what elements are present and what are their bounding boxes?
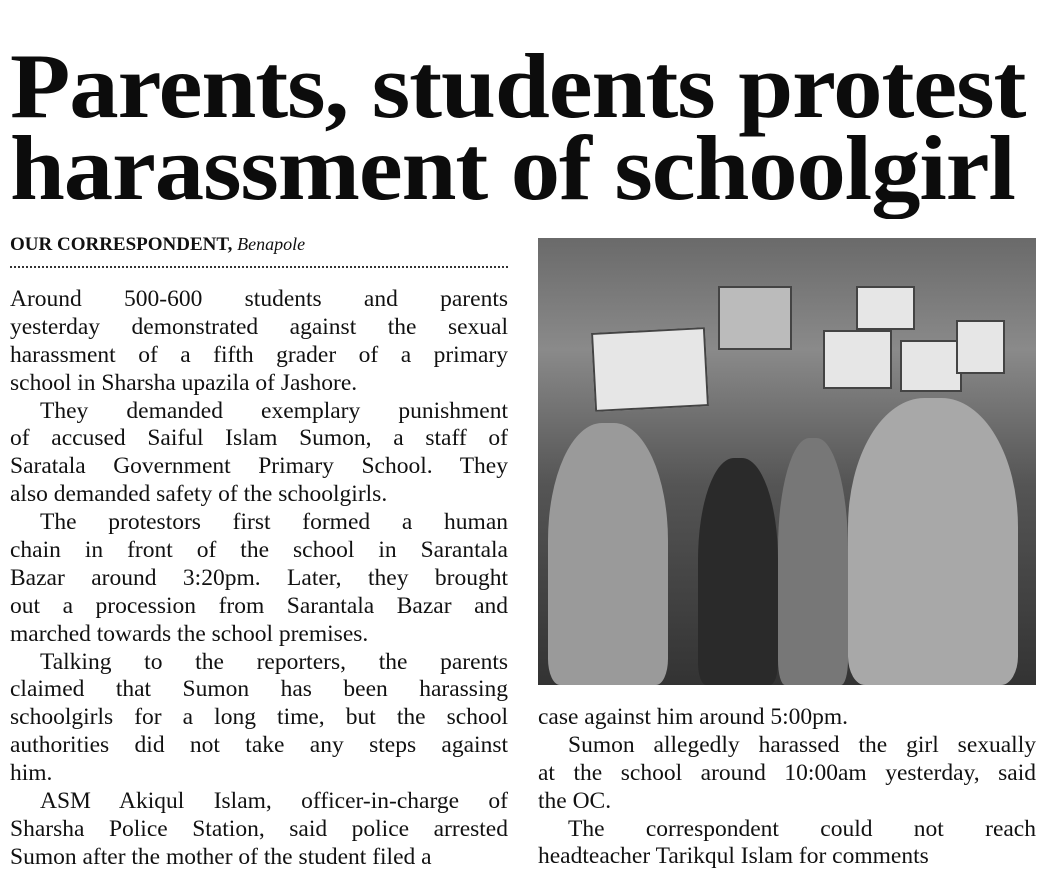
paragraph-line: Around 500-600 students and parents	[10, 286, 508, 312]
paragraph-line: Sumon after the mother of the student filed a	[10, 843, 432, 870]
byline-location: Benapole	[237, 234, 306, 254]
paragraph-line: claimed that Sumon has been harassing	[10, 676, 508, 703]
headline-line-2: harassment of schoolgirl	[10, 117, 1015, 219]
placard	[591, 327, 709, 412]
article-left-column	[10, 286, 508, 872]
paragraph-line: schoolgirls for a long time, but the school	[10, 704, 508, 731]
paragraph-line: marched towards the school premises.	[10, 620, 369, 647]
byline-divider	[10, 266, 508, 268]
paragraph-line: Sumon allegedly harassed the girl sexually	[568, 731, 1036, 758]
article-right-column	[538, 704, 1036, 871]
byline-author: OUR CORRESPONDENT,	[10, 234, 233, 255]
placard	[823, 330, 892, 389]
paragraph-line: ASM Akiqul Islam, officer-in-charge of	[40, 788, 508, 815]
paragraph-line: Saratala Government Primary School. They	[10, 453, 508, 480]
paragraph-line: out a procession from Sarantala Bazar and	[10, 592, 508, 619]
protest-photo	[538, 238, 1036, 685]
paragraph-line: The protestors first formed a human	[40, 509, 508, 536]
paragraph-line: at the school around 10:00am yesterday, said	[538, 759, 1036, 786]
person	[778, 438, 848, 685]
paragraph-line: Sharsha Police Station, said police arrested	[10, 815, 508, 842]
paragraph-line: school in Sharsha upazila of Jashore.	[10, 369, 358, 396]
byline	[10, 234, 305, 256]
paragraph-line: authorities did not take any steps against	[10, 732, 508, 759]
paragraph-line: Bazar around 3:20pm. Later, they brought	[10, 564, 508, 591]
paragraph-line: also demanded safety of the schoolgirls.	[10, 481, 388, 508]
person	[848, 398, 1018, 685]
paragraph-line: chain in front of the school in Sarantala	[10, 537, 508, 564]
paragraph-line: headteacher Tarikqul Islam for comments	[538, 843, 929, 870]
placard	[856, 286, 915, 330]
paragraph-line: case against him around 5:00pm.	[538, 704, 848, 730]
person	[698, 458, 778, 685]
paragraph-line: the OC.	[538, 787, 612, 814]
paragraph-line: harassment of a fifth grader of a primary	[10, 341, 508, 368]
paragraph-line: The correspondent could not reach	[568, 815, 1036, 842]
headline-line-1: Parents, students protest	[10, 35, 1026, 137]
paragraph-line: They demanded exemplary punishment	[40, 397, 508, 424]
paragraph-line: yesterday demonstrated against the sexual	[10, 313, 508, 340]
placard	[900, 340, 962, 392]
person	[548, 423, 668, 685]
paragraph-line: him.	[10, 760, 53, 787]
placard	[718, 286, 792, 350]
paragraph-line: Talking to the reporters, the parents	[40, 648, 508, 675]
placard	[956, 320, 1005, 374]
paragraph-line: of accused Saiful Islam Sumon, a staff of	[10, 425, 508, 452]
